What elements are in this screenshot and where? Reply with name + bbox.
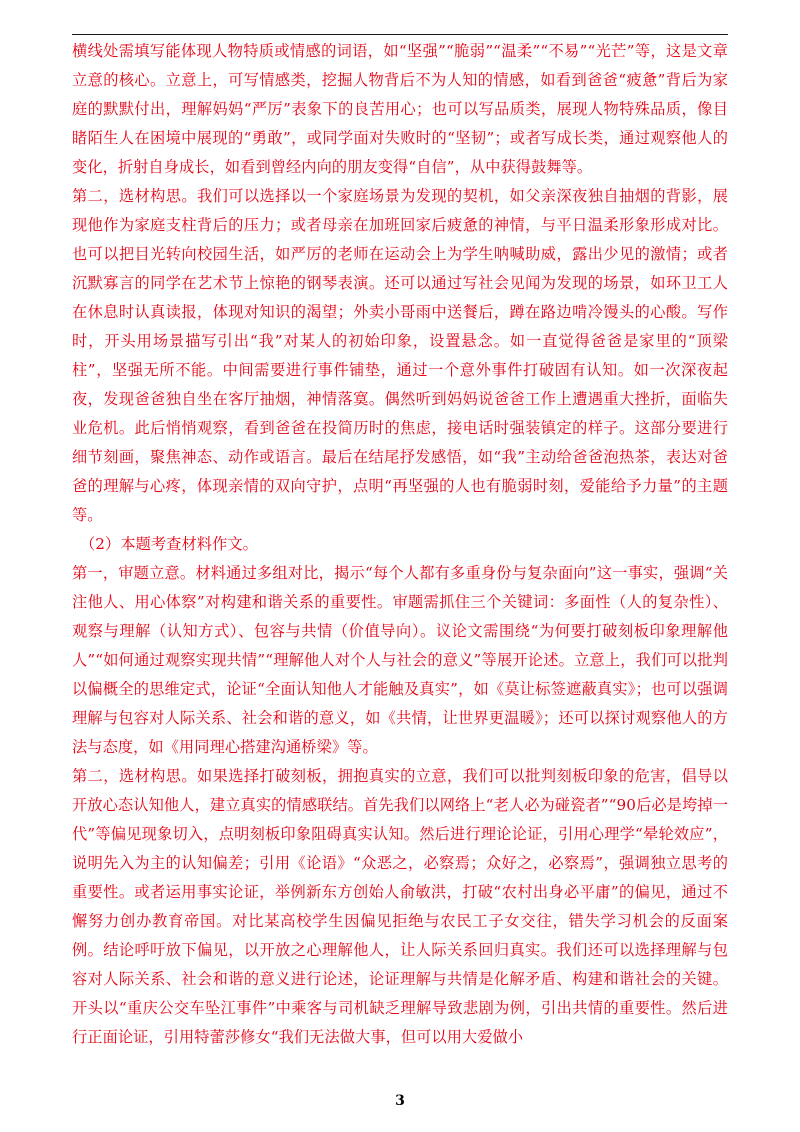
paragraph-topic-analysis: 第一，审题立意。材料通过多组对比，揭示“每个人都有多重身份与复杂面向”这一事实，强调“关注他人、用心体察”对构建和谐关系的重要性。审题需抓住三个关键词：多面性（人的复杂性）、观察与理解（认知方式）、包容与共情（价值导向）。议论文需围绕“为何要打破刻板印象理解他人”“如何通过观察实现共情”“理解他人对个人与社会的意义”等展开论述。立意上，我们可以批判以偏概全的思维定式，论证“全面认知他人才能触及真实”，如《莫让标签遮蔽真实》；也可以强调理解与包容对人际关系、社会和谐的意义，如《共情，让世界更温暖》；还可以探讨观察他人的方法与态度，如《用同理心搭建沟通桥梁》等。 <box>72 564 728 756</box>
page-number: 3 <box>395 1093 405 1109</box>
paragraph-material-selection-2: 第二，选材构思。如果选择打破刻板，拥抱真实的立意，我们可以批判刻板印象的危害，倡导以开放心态认知他人，建立真实的情感联结。首先我们以网络上“老人必为碰瓷者”“90后必是垮掉一代”等偏见现象切入，点明刻板印象阻碍真实认知。然后进行理论论证，引用心理学“晕轮效应”，说明先入为主的认知偏差；引用《论语》“众恶之，必察焉；众好之，必察焉”，强调独立思考的重要性。或者运用事实论证，举例新东方创始人俞敏洪，打破“农村出身必平庸”的偏见，通过不懈努力创办教育帝国。对比某高校学生因偏见拒绝与农民工子女交往，错失学习机会的反面案例。结论呼吁放下偏见，以开放之心理解他人，让人际关系回归真实。我们还可以选择理解与包容对人际关系、社会和谐的意义进行论述，论证理解与共情是化解矛盾、构建和谐社会的关键。开头以“重庆公交车坠江事件”中乘客与司机缺乏理解导致悲剧为例，引出共情的重要性。然后进行正面论证，引用特蕾莎修女“我们无法做大事，但可以用大爱做小 <box>72 767 728 1046</box>
body-text <box>72 37 728 1052</box>
paragraph-question-2-heading: （2）本题考查材料作文。 <box>80 535 258 553</box>
paragraph-theme-intro: 横线处需填写能体现人物特质或情感的词语，如“坚强”“脆弱”“温柔”“不易”“光芒”等，这是文章立意的核心。立意上，可写情感类，挖掘人物背后不为人知的情感，如看到爸爸“疲惫”背后为家庭的默默付出，理解妈妈“严厉”表象下的良苦用心；也可以写品质类，展现人物特殊品质，像目睹陌生人在困境中展现的“勇敢”，或同学面对失败时的“坚韧”；或者写成长类，通过观察他人的变化，折射自身成长，如看到曾经内向的朋友变得“自信”，从中获得鼓舞等。 <box>72 42 728 176</box>
paragraph-material-selection-1: 第二，选材构思。我们可以选择以一个家庭场景为发现的契机，如父亲深夜独自抽烟的背影，展现他作为家庭支柱背后的压力；或者母亲在加班回家后疲惫的神情，与平日温柔形象形成对比。也可以把目光转向校园生活，如严厉的老师在运动会上为学生呐喊助威，露出少见的激情；或者沉默寡言的同学在艺术节上惊艳的钢琴表演。还可以通过写社会见闻为发现的场景，如环卫工人在休息时认真读报，体现对知识的渴望；外卖小哥雨中送餐后，蹲在路边啃冷馒头的心酸。写作时，开头用场景描写引出“我”对某人的初始印象，设置悬念。如一直觉得爸爸是家里的“顶梁柱”，坚强无所不能。中间需要进行事件铺垫，通过一个意外事件打破固有认知。如一次深夜起夜，发现爸爸独自坐在客厅抽烟，神情落寞。偶然听到妈妈说爸爸工作上遭遇重大挫折，面临失业危机。此后悄悄观察，看到爸爸在投简历时的焦虑，接电话时强装镇定的样子。这部分要进行细节刻画，聚焦神态、动作或语言。最后在结尾抒发感悟，如“我”主动给爸爸泡热茶，表达对爸爸的理解与心疼，体现亲情的双向守护，点明“再坚强的人也有脆弱时刻，爱能给予力量”的主题等。 <box>72 187 728 524</box>
header-rule <box>72 34 728 35</box>
